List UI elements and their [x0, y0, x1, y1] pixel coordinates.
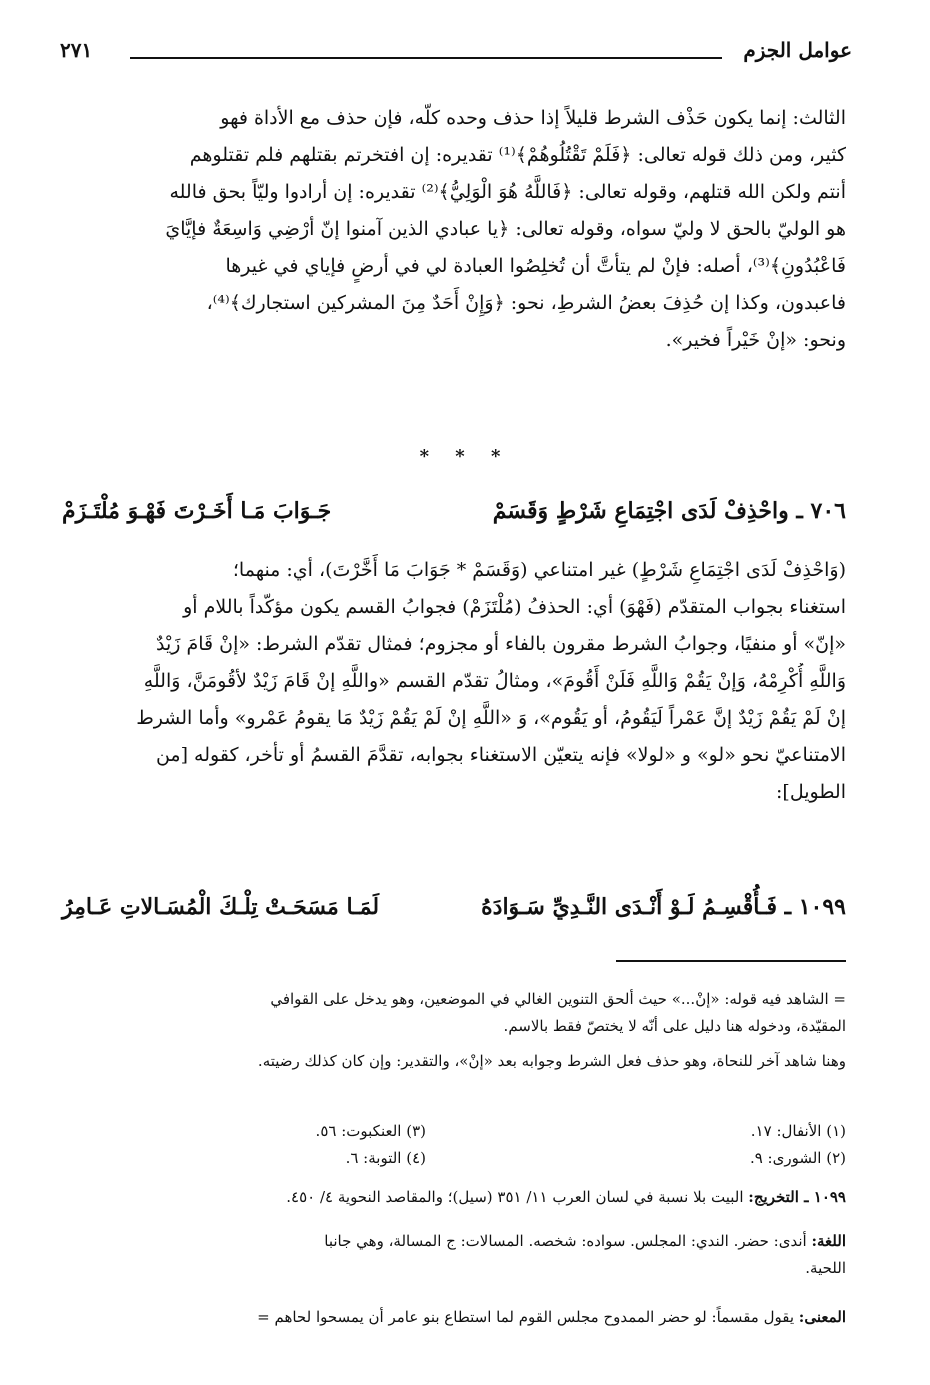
page-number: ٢٧١	[60, 38, 93, 62]
text-line: «إنّ» أو منفيًا، وجوابُ الشرط مقرون بالفاء أو مجزوم؛ فمثال تقدّم الشرط: «إنْ قَامَ زَيْدٌ	[155, 633, 846, 655]
takhrij-text: البيت بلا نسبة في لسان العرب ١١/ ٣٥١ (سيل)؛ والمقاصد النحوية ٤/ ٤٥٠.	[286, 1188, 744, 1206]
text-line: ونحو: «إنْ خَيْراً فخير».	[665, 329, 846, 351]
maana-note	[62, 1304, 846, 1331]
text-line: وَاللَّهِ أُكْرِمْهُ، وَإنْ يَقُمْ وَاللَّهِ فَلَنْ أَقُومَ»، ومثالُ تقدّم القسم «واللَّهِ إنْ قَامَ زَيْدٌ لأقُومَنَّ، وَاللَّهِ	[143, 670, 846, 692]
header-rule	[130, 57, 722, 59]
reference-4: (٤) التوبة: ٦.	[345, 1149, 426, 1167]
quran-references	[62, 1118, 846, 1178]
lugha-text-continued: اللحية.	[805, 1259, 846, 1277]
text-line: أنتم ولكن الله قتلهم، وقوله تعالى: ﴿فَاللَّهُ هُوَ الْوَلِيُّ﴾⁽²⁾ تقديره: إن أرادوا وليّاً بحق فالله	[169, 181, 846, 203]
verse-first-hemistich: ٧٠٦ ـ واحْذِفْ لَدَى اجْتِمَاعِ شَرْطٍ وَقَسَمْ	[492, 498, 846, 524]
reference-3: (٣) العنكبوت: ٥٦.	[315, 1122, 426, 1140]
text-line: كثير، ومن ذلك قوله تعالى: ﴿فَلَمْ تَقْتُلُوهُمْ﴾⁽¹⁾ تقديره: إن افتخرتم بقتلهم فلم تقتلوهم	[189, 144, 846, 166]
footnote-separator	[616, 960, 846, 962]
text-line: فَاعْبُدُونِ﴾⁽³⁾، أصله: فإنْ لم يتأتَّ أن تُخلِصُوا العبادة لي في أرضٍ فإياي في غيرها	[225, 255, 846, 277]
text-line: (وَاحْذِفْ لَدَى اجْتِمَاعِ شَرْطٍ) غير امتناعي (وَقَسَمْ * جَوَابَ مَا أَخَّرْتَ)، أي: منهما؛	[232, 559, 846, 581]
verse-second-hemistich: لَمَـا مَسَحَـتْ تِلْـكَ الْمُسَـالاتِ عَـامِرُ	[62, 894, 380, 920]
text-line: الامتناعيّ نحو «لو» و «لولا» فإنه يتعيّن الاستغناء بجوابه، تقدَّمَ القسمُ أو تأخر، كقوله [من	[155, 744, 846, 766]
verse-first-hemistich: ١٠٩٩ ـ فَـأُقْسِـمُ لَـوْ أَنْـدَى النَّـدِيِّ سَـوَادَهُ	[481, 894, 846, 920]
verse-706	[62, 498, 846, 538]
paragraph-third-point	[62, 100, 846, 359]
references-column-1	[486, 1118, 846, 1172]
text-line: الثالث: إنما يكون حَذْف الشرط قليلاً إذا حذف وحده كلّه، فإن حذف مع الأداة فهو	[220, 107, 846, 129]
maana-label: المعنى:	[798, 1308, 846, 1326]
verse-1099	[62, 894, 846, 934]
takhrij-label: ١٠٩٩ ـ التخريج:	[748, 1188, 846, 1206]
paragraph-commentary	[62, 552, 846, 811]
verse-second-hemistich: جَـوَابَ مَـا أَخَـرْتَ فَهْـوَ مُلْتَـزَمْ	[62, 498, 332, 524]
running-title: عوامل الجزم	[743, 38, 852, 62]
section-separator-stars: * * *	[419, 446, 511, 467]
footnote-line: المقيّدة، ودخوله هنا دليل على أنّه لا يختصّ فقط بالاسم.	[503, 1017, 846, 1035]
lugha-note	[62, 1228, 846, 1282]
page-header	[60, 38, 852, 74]
lugha-label: اللغة:	[811, 1232, 846, 1250]
lugha-text: أندى: حضر. الندي: المجلس. سواده: شخصه. المسالات: ج المسالة، وهي جانبا	[324, 1232, 807, 1250]
text-line: هو الوليّ بالحق لا وليّ سواه، وقوله تعالى: ﴿يا عبادي الذين آمنوا إنّ أرْضِي وَاسِعَةٌ فإيَّايَ	[165, 218, 846, 240]
takhrij-note	[62, 1184, 846, 1211]
text-line: استغناء بجواب المتقدّم (فَهْوَ) أي: الحذفُ (مُلْتَزَمْ) فجوابُ القسم يكون مؤكّداً باللام أو	[183, 596, 846, 618]
footnote-continuation	[62, 986, 846, 1075]
text-line: فاعبدون، وكذا إن حُذِفَ بعضُ الشرطِ، نحو: ﴿وَإِنْ أَحَدٌ مِنَ المشركين استجارك﴾⁽⁴⁾،	[206, 292, 846, 314]
maana-text: يقول مقسماً: لو حضر الممدوح مجلس القوم لما استطاع بنو عامر أن يمسحوا لحاهم =	[257, 1308, 794, 1326]
text-line: إنْ لَمْ يَقُمْ زَيْدٌ إنَّ عَمْراً لَيَقُومُ، أو يَقُوم»، وَ «اللَّهِ إنْ لَمْ يَقُمْ زَيْدٌ مَا يقومُ عَمْرو» وأما الشرط	[136, 707, 846, 729]
references-column-2	[126, 1118, 426, 1172]
footnote-line: = الشاهد فيه قوله: «إنْ...» حيث ألحق التنوين الغالي في الموضعين، وهو يدخل على القوافي	[270, 990, 846, 1008]
reference-2: (٢) الشورى: ٩.	[749, 1149, 846, 1167]
text-line: الطويل]:	[776, 781, 846, 803]
reference-1: (١) الأنفال: ١٧.	[750, 1122, 846, 1140]
footnote-line: وهنا شاهد آخر للنحاة، وهو حذف فعل الشرط وجوابه بعد «إنْ»، والتقدير: وإن كان كذلك رضيته.	[257, 1052, 846, 1070]
